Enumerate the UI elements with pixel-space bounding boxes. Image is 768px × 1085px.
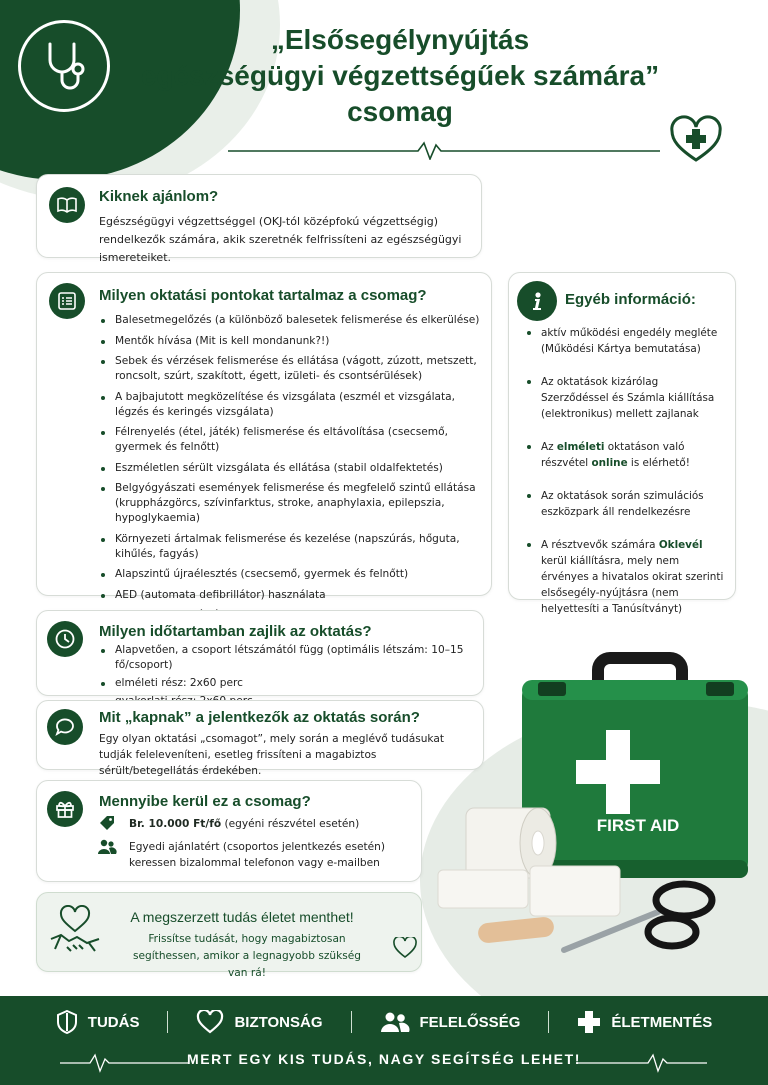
info-card: [508, 272, 736, 615]
info-item-emphasis: Oklevél: [658, 539, 703, 551]
chat-badge: [47, 709, 83, 745]
heart-icon: [196, 1010, 224, 1034]
duration-card: [36, 610, 484, 696]
info-item: [523, 439, 729, 471]
users-icon: [97, 839, 117, 855]
banner-heading: A megszerzett tudás életet menthet!: [130, 909, 354, 925]
scissors-blade: [564, 912, 658, 950]
plaster: [477, 916, 555, 944]
info-item-text: Az oktatások során szimulációs eszközpark áll rendelkezésre: [541, 490, 704, 518]
title-line-3: csomag: [347, 96, 453, 127]
info-item: [523, 325, 729, 357]
topics-heading: Milyen oktatási pontokat tartalmaz a csomag?: [99, 287, 427, 304]
info-item-text: is elérhető!: [627, 457, 690, 469]
footer-item-felelosseg: [380, 1011, 521, 1033]
audience-heading: Kiknek ajánlom?: [99, 188, 219, 205]
motivation-banner: [36, 892, 422, 979]
gift-icon: [54, 798, 76, 820]
footer: [0, 996, 768, 1085]
audience-card: [36, 174, 482, 264]
footer-label: ÉLETMENTÉS: [611, 1013, 713, 1031]
footer-item-eletmentes: [577, 1010, 712, 1034]
footer-divider: [351, 1011, 352, 1033]
list-item: Balesetmegelőzés (a különböző balesetek felismerése és elkerülése): [97, 313, 483, 328]
list-icon: [57, 291, 77, 311]
benefit-card: [36, 700, 484, 777]
gauze-stack-right: [530, 866, 620, 916]
plus-icon: [577, 1010, 601, 1034]
price-note: (egyéni részvétel esetén): [221, 818, 360, 830]
scissors-handle: [656, 884, 712, 916]
info-item-text: kerül kiállításra, mely nem érvényes a hivatalos okirat szerinti elsősegély-nyújtásra (nem helyettesíti a Tanúsítványt): [541, 555, 724, 615]
list-item: Eszméletlen sérült vizsgálata és ellátása (stabil oldalfektetés): [97, 461, 483, 476]
info-item: [523, 488, 729, 520]
page-title: [140, 22, 660, 130]
footer-label: FELELŐSSÉG: [419, 1013, 521, 1031]
info-item-emphasis: online: [591, 457, 628, 469]
info-item-text: oktatáson való részvétel: [541, 441, 685, 469]
price-line: [129, 815, 419, 833]
info-item: [523, 374, 729, 422]
tag-icon: [99, 815, 115, 831]
kit-label: FIRST AID: [596, 816, 680, 835]
shield-icon: [56, 1010, 78, 1034]
footer-divider: [548, 1011, 549, 1033]
footer-slogan: MERT EGY KIS TUDÁS, NAGY SEGÍTSÉG LEHET!: [186, 1051, 582, 1067]
list-item: Mentők hívása (Mit is kell mondanunk?!): [97, 334, 483, 349]
price-amount: Br. 10.000 Ft/fő: [129, 818, 222, 830]
heart-outline-icon: [393, 937, 417, 959]
info-item-text: A résztvevők számára: [541, 539, 659, 551]
footer-item-biztonsag: [196, 1010, 322, 1034]
audience-text: Egészségügyi végzettséggel (OKJ-tól középfokú végzettségig) rendelkezők számára, akik szeretnék felfrissíteni az egészségügyi ismereteiket.: [99, 215, 462, 264]
list-item: Félrenyelés (étel, játék) felismerése és eltávolítása (csecsemő, gyermek és felnőtt): [97, 425, 483, 455]
heart-plus-icon: [668, 112, 724, 168]
footer-values: [0, 996, 768, 1048]
info-item: [523, 537, 729, 617]
kit-cross-horizontal: [576, 760, 660, 784]
first-aid-illustration: [426, 630, 768, 970]
benefit-heading: Mit „kapnak” a jelentkezők az oktatás során?: [99, 709, 420, 726]
book-icon: [56, 194, 78, 216]
gift-badge: [47, 791, 83, 827]
heartbeat-divider: [228, 140, 660, 160]
list-item: A bajbajutott megközelítése és vizsgálata (eszmél et vizsgálata, légzés és keringés vizsgálata): [97, 390, 483, 420]
list-item: Környezeti ártalmak felismerése és kezelése (napszúrás, hőguta, kihűlés, fagyás): [97, 532, 483, 562]
benefit-text: Egy olyan oktatási „csomagot”, mely során a meglévő tudásukat tudják feleleveníteni, esetleg frissíteni a magabiztos sérült/betegellátás érdekében.: [99, 733, 445, 777]
gauze-stack-left: [438, 870, 528, 908]
list-item: Alapvetően, a csoport létszámától függ (optimális létszám: 10–15 fő/csoport): [97, 643, 477, 673]
clock-icon: [54, 628, 76, 650]
list-item: elméleti rész: 2x60 perc: [97, 676, 477, 691]
book-badge: [49, 187, 85, 223]
info-item-text: aktív működési engedély megléte (Működési Kártya bemutatása): [541, 327, 718, 355]
duration-heading: Milyen időtartamban zajlik az oktatás?: [99, 623, 372, 640]
info-icon: [526, 290, 548, 312]
topics-list: [97, 313, 483, 629]
price-heading: Mennyibe kerül ez a csomag?: [99, 793, 311, 810]
price-card: [36, 780, 422, 882]
info-heading: Egyéb információ:: [565, 291, 696, 308]
chat-icon: [54, 716, 76, 738]
list-item: Belgyógyászati események felismerése és megfelelő szintű ellátása (kruppházgörcs, szívinfarktus, stroke, anaphylaxia, epilepszia, hypoglykaemia): [97, 481, 483, 526]
info-item-text: Az oktatások kizárólag Szerződéssel és Számla kiállítása (elektronikus) mellett zajlanak: [541, 376, 715, 420]
footer-item-tudas: [56, 1010, 140, 1034]
title-line-2: egészségügyi végzettségűek számára”: [140, 60, 660, 91]
footer-label: BIZTONSÁG: [234, 1013, 323, 1031]
banner-text: Frissítse tudását, hogy magabiztosan segíthessen, amikor a legnagyobb szükség van rá!: [132, 933, 362, 979]
stethoscope-icon: [34, 36, 94, 96]
info-item-text: Az: [541, 441, 557, 453]
price-group-text: Egyedi ajánlatért (csoportos jelentkezés esetén) keressen bizalommal telefonon vagy e-mailben: [129, 841, 386, 869]
people-icon: [380, 1011, 410, 1033]
footer-divider: [167, 1011, 168, 1033]
kit-handle: [598, 658, 682, 680]
topics-card: [36, 272, 492, 601]
list-item: Alapszintű újraélesztés (csecsemő, gyermek és felnőtt): [97, 567, 483, 582]
list-item: AED (automata defibrillátor) használata: [97, 588, 483, 603]
info-badge: [517, 281, 557, 321]
info-list: [523, 325, 729, 634]
list-item: Sebek és vérzések felismerése és ellátása (vágott, zúzott, metszett, roncsolt, szúrt, szakított, égett, izületi- és csontsérülések): [97, 354, 483, 384]
list-badge: [49, 283, 85, 319]
title-line-1: „Elsősegélynyújtás: [270, 24, 530, 55]
handshake-heart-icon: [47, 905, 103, 961]
footer-label: TUDÁS: [87, 1013, 140, 1031]
info-item-emphasis: elméleti: [556, 441, 605, 453]
stethoscope-badge: [18, 20, 110, 112]
clock-badge: [47, 621, 83, 657]
